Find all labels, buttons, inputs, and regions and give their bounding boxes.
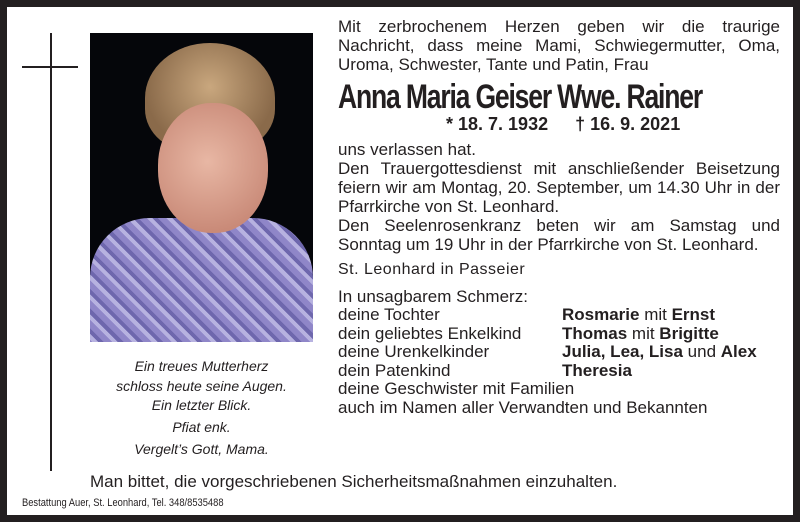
mourners-list [338,306,780,380]
verse-line: Pfiat enk. [172,418,231,435]
verse-line: Vergelt’s Gott, Mama. [134,441,269,457]
notice-text [338,17,780,417]
siblings-text: deine Geschwister mit Familien [338,379,575,398]
verse-line: Ein treues Mutterherz [134,358,269,374]
place-text: St. Leonhard in Passeier [338,261,526,278]
cross-icon [50,33,52,471]
mourner-names: Rosmarie mit Ernst [562,305,716,324]
mourner-relation: dein geliebtes Enkelkind [338,323,522,343]
mourner-relation: deine Urenkelkinder [338,342,490,361]
mourner-names: Thomas mit Brigitte [562,323,719,343]
life-dates [446,115,780,134]
deceased-name: Anna Maria Geiser Wwe. Rainer [338,78,703,116]
mourner-names: Julia, Lea, Lisa und Alex [562,342,757,361]
mourning-heading: In unsagbarem Schmerz: [338,287,528,306]
rosary-text: Den Seelenrosenkranz beten wir am Samstag und Sonntag um 19 Uhr in der Pfarrkirche von St. Leonhard. [338,216,780,254]
verse-line: Ein letzter Blick. [151,397,252,413]
intro-text: Mit zerbrochenem Herzen geben wir die traurige Nachricht, dass meine Mami, Schwiegermutter, Oma, Uroma, Schwester, Tante und Patin, Frau [338,17,780,74]
birth-date: * 18. 7. 1932 [446,114,549,134]
death-date: † 16. 9. 2021 [575,114,681,134]
relatives-text: auch im Namen aller Verwandten und Bekannten [338,397,708,417]
verse-line: schloss heute seine Augen. [116,377,287,394]
mourner-relation: deine Tochter [338,305,440,324]
memorial-verse [90,357,313,460]
portrait-photo [90,33,313,342]
mourner-names: Theresia [562,360,632,380]
mourner-relation: dein Patenkind [338,360,451,380]
safety-notice: Man bittet, die vorgeschriebenen Sicherheitsmaßnahmen einzuhalten. [90,472,618,491]
funeral-home-footer: Bestattung Auer, St. Leonhard, Tel. 348/8535488 [22,497,224,509]
obituary-notice [7,7,793,515]
cross-icon-bar [22,66,78,68]
funeral-text: Den Trauergottesdienst mit anschließender Beisetzung feiern wir am Montag, 20. September, um 14.30 Uhr in der Pfarrkirche von St. Leonhard. [338,159,780,216]
left-us-text: uns verlassen hat. [338,140,476,159]
